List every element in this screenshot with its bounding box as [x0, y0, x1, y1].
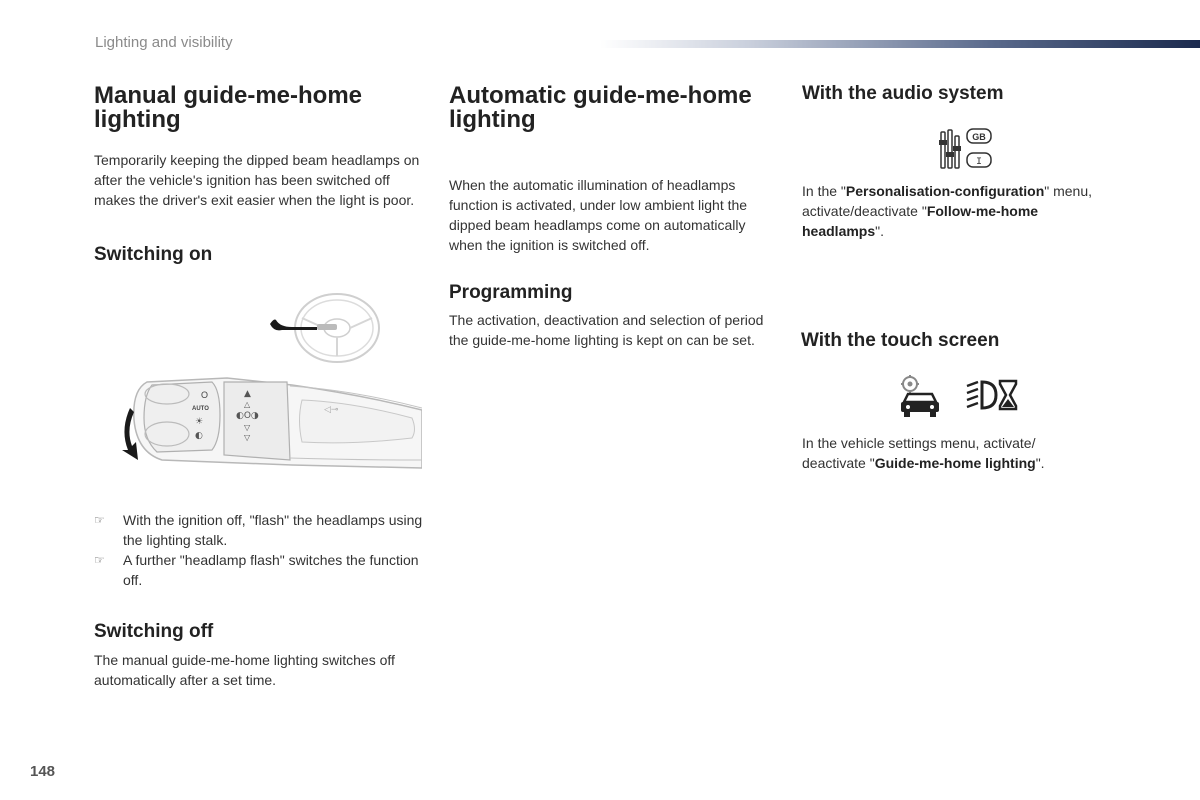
steering-wheel-icon — [270, 294, 379, 362]
svg-text:▽: ▽ — [244, 423, 251, 432]
car-settings-icon — [896, 374, 944, 420]
option-name: Follow-me-home headlamps — [802, 203, 1039, 239]
automatic-guide-intro: When the automatic illumination of headlamps function is activated, under low ambient light the dipped beam headlamps come on automatically when the ignition is switched off. — [449, 177, 748, 253]
list-item: ☞ A further "headlamp flash" switches the function off. — [94, 552, 419, 588]
automatic-guide-title: Automatic guide-me-home lighting — [449, 82, 752, 133]
switching-on-steps — [94, 510, 424, 590]
svg-text:△: △ — [244, 400, 251, 409]
stalk-label-auto: AUTO — [192, 406, 209, 412]
manual-guide-title: Manual guide-me-home lighting — [94, 82, 363, 133]
stalk-body — [134, 378, 422, 468]
option-name: Guide-me-home lighting — [874, 455, 1036, 471]
svg-text:☀: ☀ — [195, 417, 204, 427]
programming-text: The activation, deactivation and selection of period the guide-me-home lighting is kept on can be set. — [449, 312, 764, 348]
hand-pointer-icon: ☞ — [94, 553, 105, 567]
audio-system-text: In the "Personalisation-configuration" menu, activate/deactivate "Follow-me-home headlamps". — [802, 183, 1093, 239]
lighting-stalk-illustration — [112, 290, 422, 470]
svg-text:▲: ▲ — [244, 389, 251, 399]
svg-text:◁⊸: ◁⊸ — [324, 405, 339, 415]
switching-on-heading: Switching on — [94, 244, 213, 265]
stalk-label-off: O — [201, 390, 209, 400]
manual-guide-intro: Temporarily keeping the dipped beam headlamps on after the vehicle's ignition has been switched off makes the driver's exit easier when the light is poor. — [94, 152, 420, 208]
svg-text:I: I — [975, 157, 983, 168]
svg-text:GB: GB — [972, 132, 986, 142]
svg-text:▽: ▽ — [244, 433, 251, 442]
list-item: ☞ With the ignition off, "flash" the headlamps using the lighting stalk. — [94, 512, 423, 548]
switching-off-text: The manual guide-me-home lighting switches off automatically after a set time. — [94, 652, 395, 688]
section-header: Lighting and visibility — [95, 34, 233, 51]
switching-off-heading: Switching off — [94, 621, 214, 642]
audio-settings-icon — [938, 126, 994, 172]
svg-text:◐O◑: ◐O◑ — [236, 411, 259, 421]
header-accent-bar — [600, 40, 1200, 48]
audio-system-heading: With the audio system — [802, 83, 1004, 104]
hand-pointer-icon: ☞ — [94, 513, 105, 527]
touch-screen-text: In the vehicle settings menu, activate/ deactivate "Guide-me-home lighting". — [802, 435, 1045, 471]
page-number: 148 — [30, 763, 56, 780]
touch-screen-heading: With the touch screen — [801, 330, 1000, 351]
programming-heading: Programming — [449, 282, 573, 303]
svg-text:◐: ◐ — [195, 431, 203, 441]
menu-name: Personalisation-configuration — [845, 183, 1045, 199]
headlamp-timer-icon — [964, 378, 1020, 414]
